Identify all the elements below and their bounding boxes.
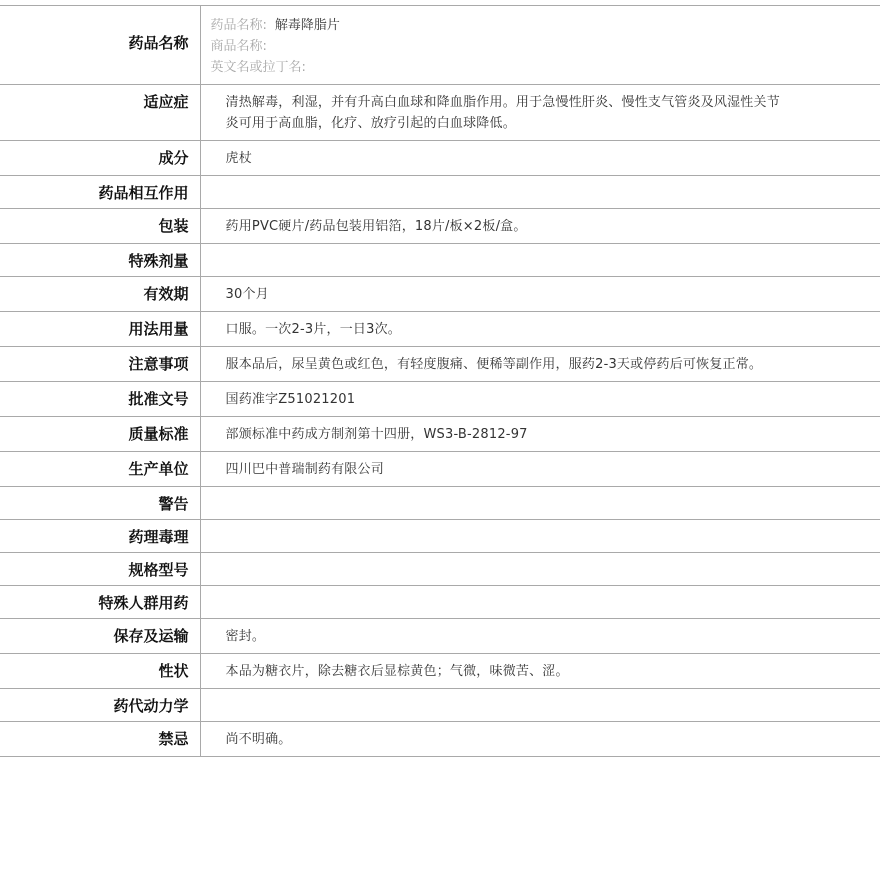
row-label: 有效期 (0, 277, 200, 312)
row-label: 禁忌 (0, 722, 200, 757)
table-row (0, 722, 880, 757)
row-label: 保存及运输 (0, 619, 200, 654)
row-label: 质量标准 (0, 417, 200, 452)
row-label: 规格型号 (0, 553, 200, 586)
row-label: 用法用量 (0, 312, 200, 347)
row-label: 适应症 (0, 85, 200, 141)
row-label: 包装 (0, 209, 200, 244)
row-label: 药品相互作用 (0, 176, 200, 209)
drug-spec-table (0, 5, 880, 757)
spec-rows (0, 85, 880, 757)
row-value-cell (200, 520, 880, 553)
row-value-cell (200, 85, 880, 141)
row-value: 部颁标准中药成方制剂第十四册，WS3-B-2812-97 (225, 427, 528, 442)
row-value: 本品为糖衣片，除去糖衣后显棕黄色；气微，味微苦、涩。 (225, 664, 569, 679)
table-row (0, 417, 880, 452)
row-value-cell (200, 382, 880, 417)
table-row (0, 347, 880, 382)
row-value: 密封。 (225, 629, 266, 644)
row-value-cell (200, 586, 880, 619)
table-row-drug-name (0, 6, 880, 85)
table-row (0, 277, 880, 312)
row-label: 药理毒理 (0, 520, 200, 553)
trade-name-key: 商品名称: (210, 39, 267, 54)
row-label: 药代动力学 (0, 689, 200, 722)
row-value-cell (200, 176, 880, 209)
table-row (0, 209, 880, 244)
table-row (0, 452, 880, 487)
row-value-cell (200, 619, 880, 654)
row-label: 注意事项 (0, 347, 200, 382)
table-row (0, 487, 880, 520)
table-row (0, 553, 880, 586)
row-value-cell (200, 312, 880, 347)
table-row (0, 382, 880, 417)
table-row (0, 85, 880, 141)
drug-name-values (200, 6, 880, 85)
row-value-cell (200, 417, 880, 452)
row-value-cell (200, 209, 880, 244)
table-row (0, 689, 880, 722)
row-label: 批准文号 (0, 382, 200, 417)
trade-name-line (211, 36, 880, 57)
row-label: 成分 (0, 141, 200, 176)
row-value: 四川巴中普瑞制药有限公司 (225, 462, 384, 477)
row-value-cell (200, 722, 880, 757)
row-label: 药品名称 (0, 6, 200, 85)
row-value-cell (200, 487, 880, 520)
table-row (0, 244, 880, 277)
row-value-cell (200, 277, 880, 312)
generic-name-value: 解毒降脂片 (274, 18, 340, 33)
row-label: 特殊剂量 (0, 244, 200, 277)
table-row (0, 586, 880, 619)
row-value: 国药准字Z51021201 (225, 392, 356, 407)
table-row (0, 312, 880, 347)
row-value-cell (200, 141, 880, 176)
table-row (0, 619, 880, 654)
row-label: 警告 (0, 487, 200, 520)
row-label: 性状 (0, 654, 200, 689)
row-value-cell (200, 553, 880, 586)
row-value: 药用PVC硬片/药品包装用铝箔，18片/板×2板/盒。 (225, 219, 527, 234)
latin-name-key: 英文名或拉丁名: (210, 60, 306, 75)
row-value-cell (200, 244, 880, 277)
table-row (0, 520, 880, 553)
table-row (0, 141, 880, 176)
row-label: 生产单位 (0, 452, 200, 487)
row-value: 服本品后，尿呈黄色或红色，有轻度腹痛、便稀等副作用，服药2-3天或停药后可恢复正常。 (225, 357, 763, 372)
row-value: 清热解毒，利湿，并有升高白血球和降血脂作用。用于急慢性肝炎、慢性支气管炎及风湿性关节炎可用于高血脂，化疗、放疗引起的白血球降低。 (225, 95, 780, 131)
generic-name-line (211, 15, 880, 36)
table-row (0, 176, 880, 209)
row-label: 特殊人群用药 (0, 586, 200, 619)
row-value: 30个月 (225, 287, 269, 302)
row-value-cell (200, 654, 880, 689)
row-value: 尚不明确。 (225, 732, 292, 747)
table-row (0, 654, 880, 689)
generic-name-key: 药品名称: (210, 18, 267, 33)
row-value: 虎杖 (225, 151, 252, 166)
row-value-cell (200, 689, 880, 722)
row-value: 口服。一次2-3片，一日3次。 (225, 322, 402, 337)
row-value-cell (200, 347, 880, 382)
latin-name-line (211, 57, 880, 78)
row-value-cell (200, 452, 880, 487)
